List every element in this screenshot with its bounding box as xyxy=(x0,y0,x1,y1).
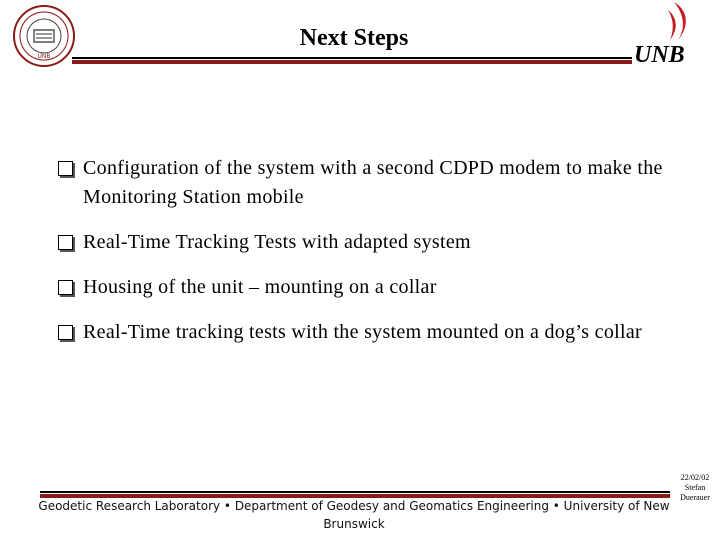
checkbox-bullet-icon xyxy=(58,235,73,250)
bullet-list xyxy=(58,154,678,363)
checkbox-bullet-icon xyxy=(58,161,73,176)
bullet-text: Configuration of the system with a second CDPD modem to make the Monitoring Station mobile xyxy=(83,157,663,208)
list-item xyxy=(58,228,678,257)
footer-author-last: Duerauer xyxy=(680,493,710,502)
footer-meta xyxy=(672,473,718,503)
bullet-text: Housing of the unit – mounting on a collar xyxy=(83,276,437,298)
list-item xyxy=(58,318,678,347)
page-title: Next Steps xyxy=(299,25,409,51)
bullet-text: Real-Time Tracking Tests with adapted system xyxy=(83,231,471,253)
bullet-text: Real-Time tracking tests with the system mounted on a dog’s collar xyxy=(83,321,642,343)
list-item xyxy=(58,154,678,212)
footer-author-first: Stefan xyxy=(684,483,706,492)
title-divider xyxy=(72,57,632,64)
seal-text: UNB xyxy=(37,53,51,60)
footer-date: 22/02/02 xyxy=(680,473,710,482)
checkbox-bullet-icon xyxy=(58,325,73,340)
footer-text: Geodetic Research Laboratory • Department of Geodesy and Geomatics Engineering • University of New Brunswick xyxy=(38,499,670,531)
unb-logo-text: UNB xyxy=(634,42,685,68)
list-item xyxy=(58,273,678,302)
checkbox-bullet-icon xyxy=(58,280,73,295)
